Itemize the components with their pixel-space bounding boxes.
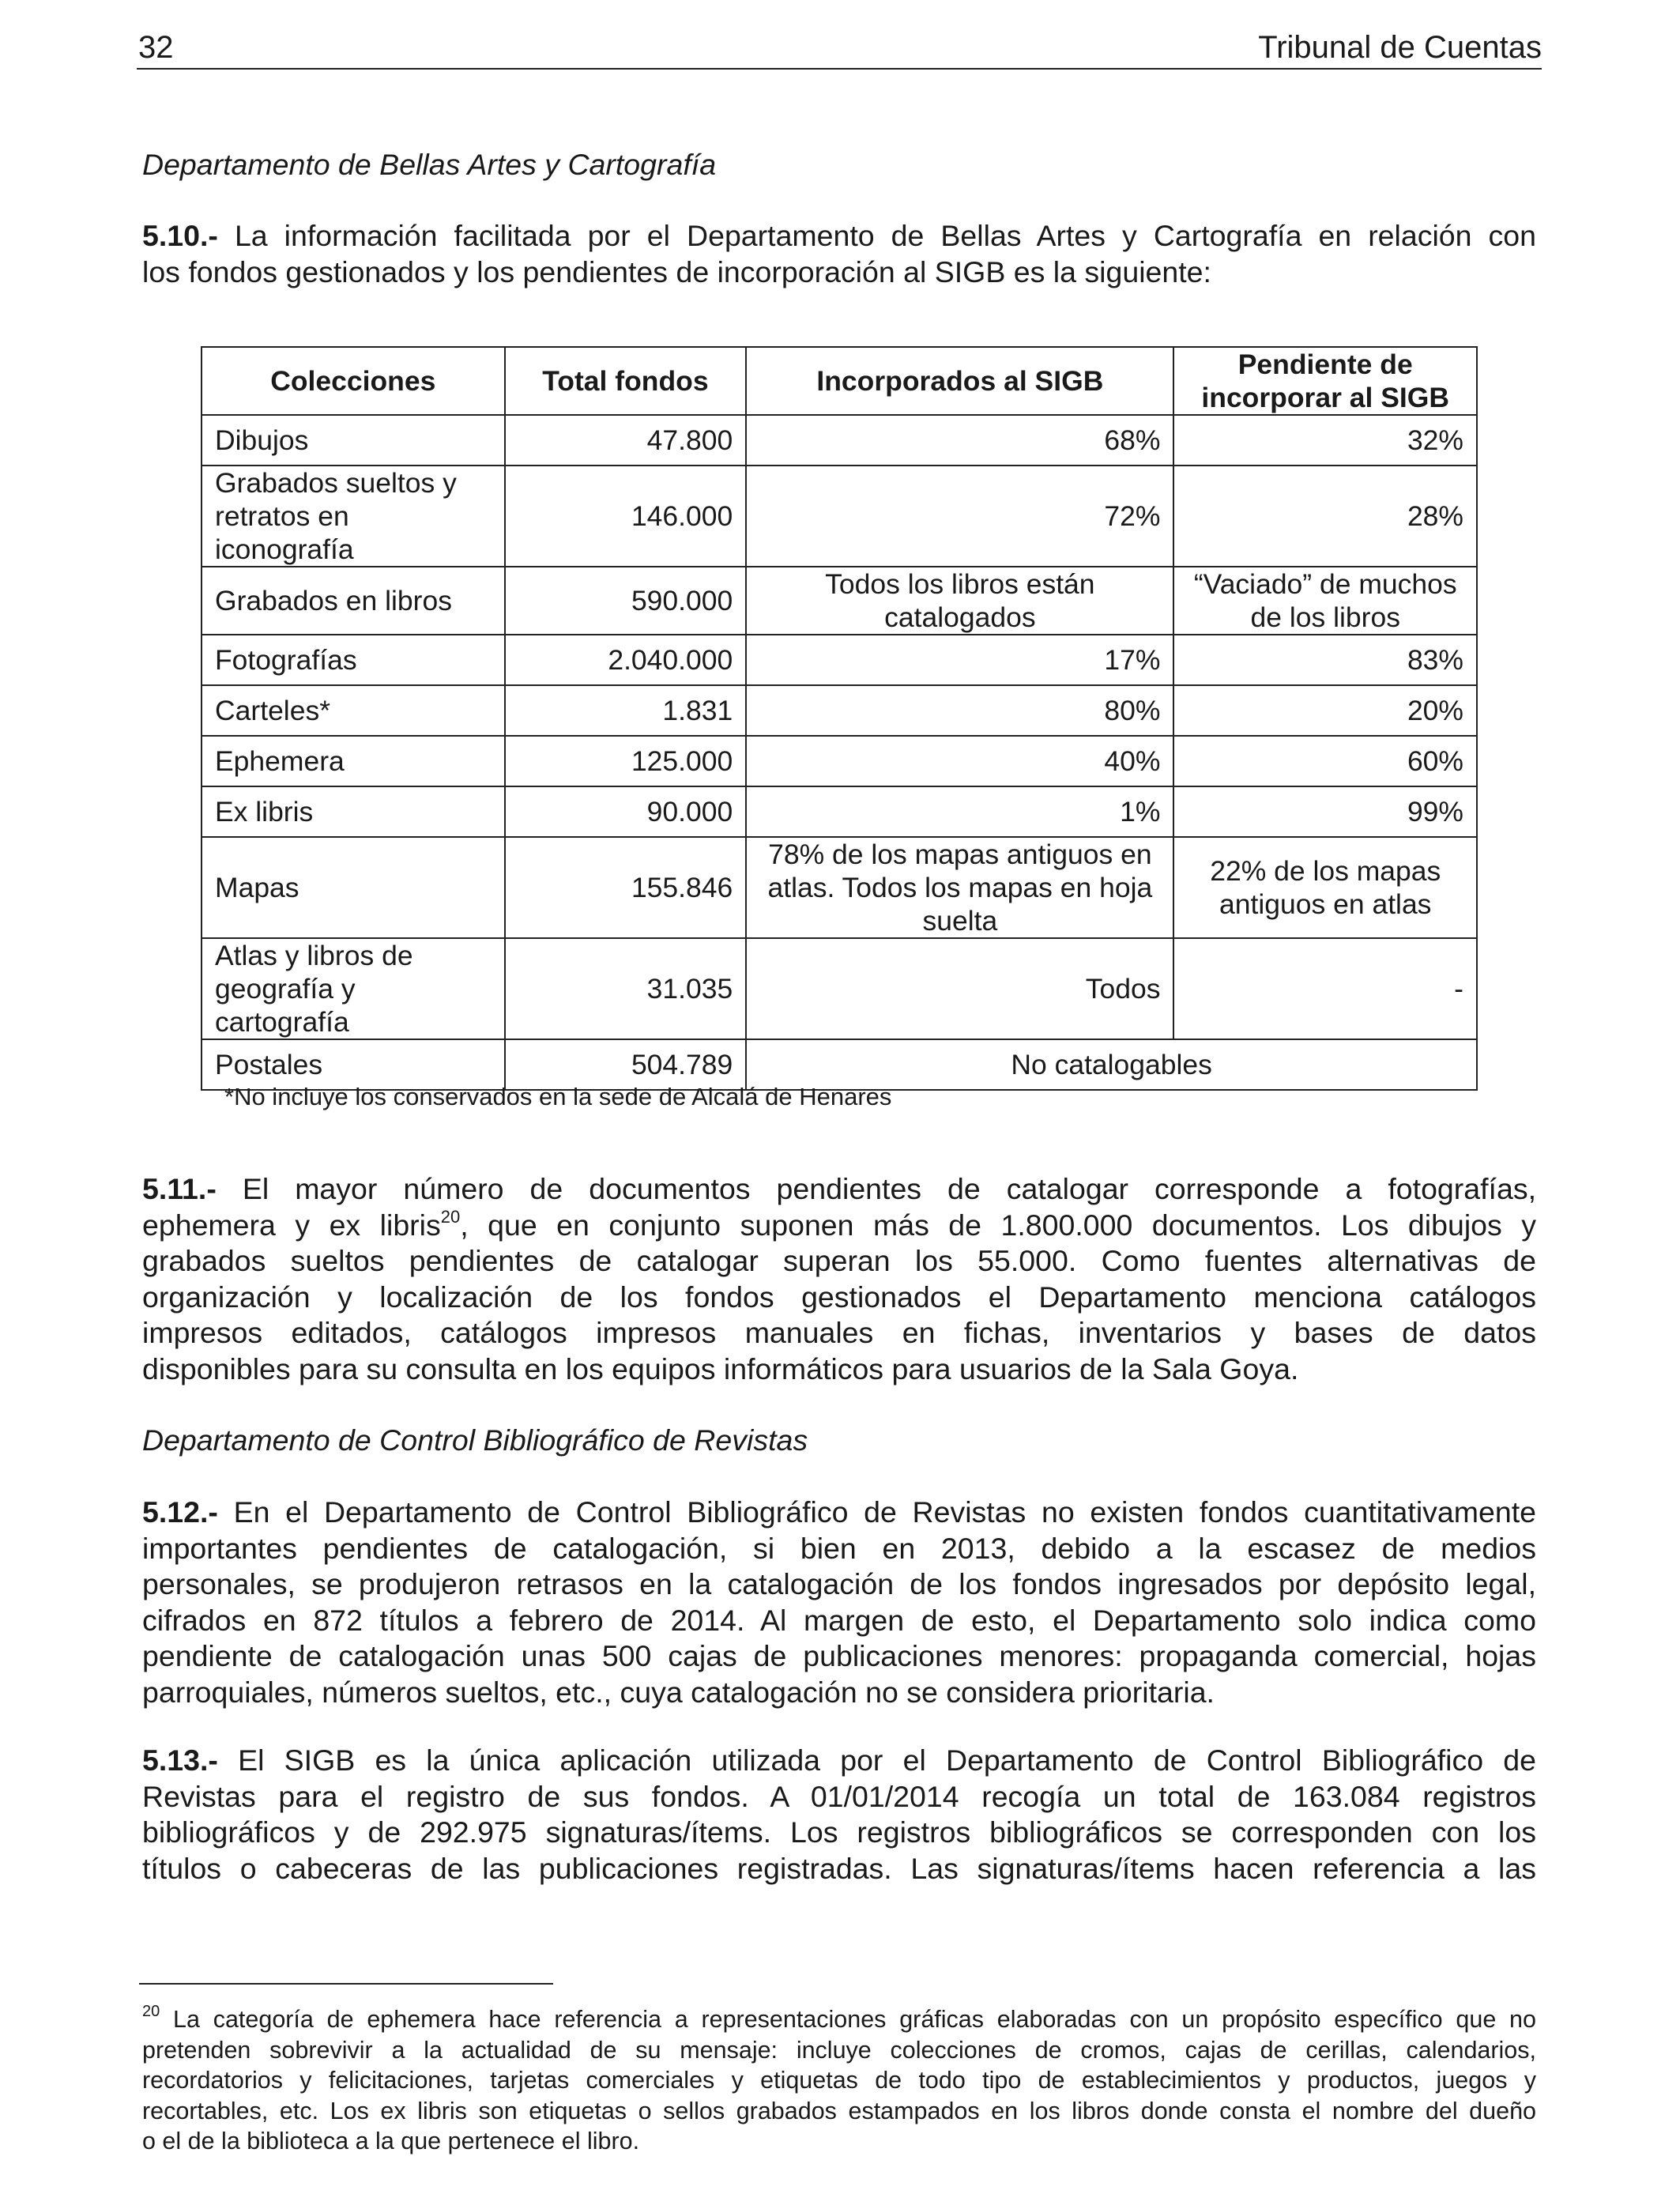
table-row xyxy=(202,837,1477,938)
footnote-number: 20 xyxy=(142,2003,160,2020)
page-header xyxy=(137,28,1542,70)
table-row xyxy=(202,466,1477,567)
table-header-row xyxy=(202,347,1477,415)
paragraph-number: 5.13.- xyxy=(142,1744,218,1777)
cell-pend: 28% xyxy=(1173,466,1477,567)
col-header-pendiente: Pendiente de incorporar al SIGB xyxy=(1173,347,1477,415)
cell-total: 2.040.000 xyxy=(505,635,747,685)
cell-incorp: 80% xyxy=(746,685,1173,736)
cell-merged: No catalogables xyxy=(746,1039,1477,1090)
paragraph-line: títulos o cabeceras de las publicaciones registradas. Las signaturas/ítems hacen referencia a las xyxy=(142,1851,1536,1885)
paragraph-text: ephemera y ex libris xyxy=(142,1208,441,1242)
table-row xyxy=(202,415,1477,466)
paragraph-line: cifrados en 872 títulos a febrero de 2014. Al margen de esto, el Departamento solo indica como xyxy=(142,1603,1536,1637)
paragraph-line: los fondos gestionados y los pendientes de incorporación al SIGB es la siguiente: xyxy=(142,254,1211,288)
cell-total: 90.000 xyxy=(505,786,747,837)
running-title: Tribunal de Cuentas xyxy=(1258,30,1542,65)
cell-incorp: Todos los libros están catalogados xyxy=(746,567,1173,635)
col-header-incorporados: Incorporados al SIGB xyxy=(746,347,1173,415)
col-header-colecciones: Colecciones xyxy=(202,347,505,415)
table-row xyxy=(202,786,1477,837)
paragraph-5-12 xyxy=(142,1495,1536,1710)
col-header-total: Total fondos xyxy=(505,347,747,415)
cell-incorp: 40% xyxy=(746,736,1173,786)
paragraph-line: disponibles para su consulta en los equipos informáticos para usuarios de la Sala Goya. xyxy=(142,1351,1299,1385)
paragraph-line xyxy=(142,1495,1536,1531)
cell-incorp: 72% xyxy=(746,466,1173,567)
cell-name: Postales xyxy=(202,1039,505,1090)
paragraph-line: pendiente de catalogación unas 500 cajas de publicaciones menores: propaganda comercial, hojas xyxy=(142,1639,1536,1672)
cell-incorp: 17% xyxy=(746,635,1173,685)
footnote-text: La categoría de ephemera hace referencia a representaciones gráficas elaboradas con un propósito específico que no xyxy=(173,2006,1536,2033)
paragraph-text: El mayor número de documentos pendientes de catalogar corresponde a fotografías, xyxy=(242,1172,1536,1205)
cell-total: 1.831 xyxy=(505,685,747,736)
cell-name: Grabados sueltos y retratos en iconografía xyxy=(202,466,505,567)
cell-incorp: 68% xyxy=(746,415,1173,466)
collections-table xyxy=(201,346,1478,1091)
cell-pend: - xyxy=(1173,938,1477,1039)
footnote-separator xyxy=(139,1983,553,1985)
cell-name: Fotografías xyxy=(202,635,505,685)
cell-name: Ex libris xyxy=(202,786,505,837)
paragraph-line: impresos editados, catálogos impresos manuales en fichas, inventarios y bases de datos xyxy=(142,1316,1536,1349)
cell-name: Atlas y libros de geografía y cartografía xyxy=(202,938,505,1039)
cell-pend: “Vaciado” de muchos de los libros xyxy=(1173,567,1477,635)
section-heading-revistas: Departamento de Control Bibliográfico de Revistas xyxy=(142,1423,808,1457)
table-row xyxy=(202,938,1477,1039)
paragraph-line: parroquiales, números sueltos, etc., cuya catalogación no se considera prioritaria. xyxy=(142,1675,1215,1709)
cell-name: Ephemera xyxy=(202,736,505,786)
cell-total: 31.035 xyxy=(505,938,747,1039)
cell-name: Grabados en libros xyxy=(202,567,505,635)
cell-total: 125.000 xyxy=(505,736,747,786)
paragraph-text: , que en conjunto suponen más de 1.800.000 documentos. Los dibujos y xyxy=(460,1208,1537,1242)
paragraph-5-13 xyxy=(142,1743,1536,1887)
paragraph-line xyxy=(142,1208,1536,1244)
cell-incorp: 78% de los mapas antiguos en atlas. Todos los mapas en hoja suelta xyxy=(746,837,1173,938)
paragraph-line: importantes pendientes de catalogación, si bien en 2013, debido a la escasez de medios xyxy=(142,1531,1536,1565)
footnote-20 xyxy=(142,2004,1536,2157)
cell-pend: 32% xyxy=(1173,415,1477,466)
cell-pend: 20% xyxy=(1173,685,1477,736)
footnote-line: recordatorios y felicitaciones, tarjetas comerciales y etiquetas de todo tipo de establecimientos y productos, juegos y xyxy=(142,2067,1536,2094)
cell-pend: 83% xyxy=(1173,635,1477,685)
cell-name: Carteles* xyxy=(202,685,505,736)
footnote-line xyxy=(142,2004,1536,2035)
paragraph-number: 5.12.- xyxy=(142,1495,218,1529)
paragraph-line: organización y localización de los fondos gestionados el Departamento menciona catálogos xyxy=(142,1280,1536,1314)
cell-pend: 22% de los mapas antiguos en atlas xyxy=(1173,837,1477,938)
cell-incorp: Todos xyxy=(746,938,1173,1039)
cell-total: 590.000 xyxy=(505,567,747,635)
table-row xyxy=(202,736,1477,786)
paragraph-line: Revistas para el registro de sus fondos. A 01/01/2014 recogía un total de 163.084 registros xyxy=(142,1779,1536,1813)
section-heading-bellas-artes: Departamento de Bellas Artes y Cartografía xyxy=(142,148,717,181)
cell-name: Dibujos xyxy=(202,415,505,466)
cell-total: 504.789 xyxy=(505,1039,747,1090)
page-number: 32 xyxy=(138,30,174,65)
cell-incorp: 1% xyxy=(746,786,1173,837)
paragraph-text: En el Departamento de Control Bibliográfico de Revistas no existen fondos cuantitativamente xyxy=(233,1495,1536,1529)
cell-total: 155.846 xyxy=(505,837,747,938)
table-note: *No incluye los conservados en la sede de Alcalá de Henares xyxy=(224,1083,892,1110)
footnote-reference: 20 xyxy=(440,1206,461,1227)
paragraph-text: La información facilitada por el Departamento de Bellas Artes y Cartografía en relación con xyxy=(234,219,1537,252)
paragraph-number: 5.10.- xyxy=(142,219,218,252)
paragraph-line xyxy=(142,218,1536,254)
cell-name: Mapas xyxy=(202,837,505,938)
cell-total: 146.000 xyxy=(505,466,747,567)
paragraph-line: personales, se produjeron retrasos en la catalogación de los fondos ingresados por depósito legal, xyxy=(142,1567,1536,1600)
table-row xyxy=(202,685,1477,736)
paragraph-number: 5.11.- xyxy=(142,1172,217,1205)
table-row xyxy=(202,635,1477,685)
paragraph-line: bibliográficos y de 292.975 signaturas/ítems. Los registros bibliográficos se corresponden con los xyxy=(142,1815,1536,1849)
footnote-line: o el de la biblioteca a la que pertenece el libro. xyxy=(142,2128,640,2154)
paragraph-5-11 xyxy=(142,1171,1536,1387)
paragraph-5-10 xyxy=(142,218,1536,290)
table-row xyxy=(202,567,1477,635)
paragraph-line xyxy=(142,1743,1536,1779)
cell-pend: 99% xyxy=(1173,786,1477,837)
paragraph-line: grabados sueltos pendientes de catalogar superan los 55.000. Como fuentes alternativas de xyxy=(142,1244,1536,1277)
paragraph-text: El SIGB es la única aplicación utilizada por el Departamento de Control Bibliográfico de xyxy=(238,1744,1536,1777)
paragraph-line xyxy=(142,1171,1536,1208)
footnote-line: recortables, etc. Los ex libris son etiquetas o sellos grabados estampados en los libros donde consta el nombre del dueño xyxy=(142,2097,1536,2124)
cell-pend: 60% xyxy=(1173,736,1477,786)
cell-total: 47.800 xyxy=(505,415,747,466)
footnote-line: pretenden sobrevivir a la actualidad de su mensaje: incluye colecciones de cromos, cajas de cerillas, calendarios, xyxy=(142,2036,1536,2064)
